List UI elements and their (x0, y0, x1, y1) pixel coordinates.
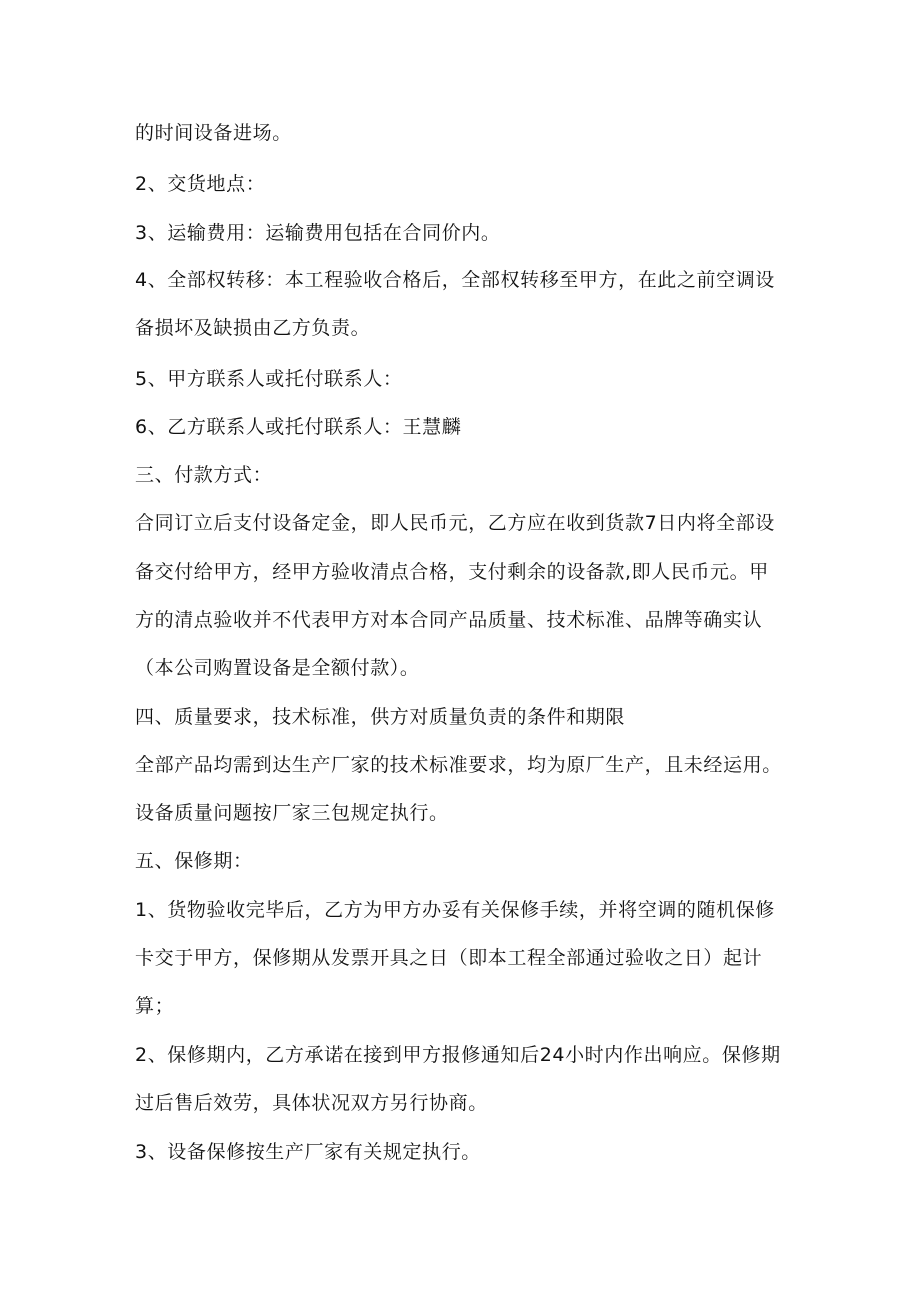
section-heading: 四、质量要求，技术标准，供方对质量负责的条件和期限 (135, 706, 626, 728)
text-line: 4、全部权转移：本工程验收合格后，全部权转移至甲方，在此之前空调设 (135, 269, 775, 291)
text-line: 合同订立后支付设备定金，即人民币元，乙方应在收到货款7日内将全部设 (135, 512, 775, 534)
text-line: 3、设备保修按生产厂家有关规定执行。 (135, 1141, 481, 1163)
text-line: 的时间设备进场。 (135, 122, 292, 144)
text-line: 方的清点验收并不代表甲方对本合同产品质量、技术标准、品牌等确实认 (135, 609, 763, 631)
text-line: 设备质量问题按厂家三包规定执行。 (135, 802, 449, 824)
text-line: 3、运输费用：运输费用包括在合同价内。 (135, 222, 501, 244)
text-line: 1、货物验收完毕后，乙方为甲方办妥有关保修手续，并将空调的随机保修 (135, 899, 775, 921)
text-line: （本公司购置设备是全额付款）。 (135, 657, 420, 679)
text-line: 全部产品均需到达生产厂家的技术标准要求，均为原厂生产，且未经运用。 (135, 754, 782, 776)
text-line: 过后售后效劳，具体状况双方另行协商。 (135, 1092, 488, 1114)
text-line: 6、乙方联系人或托付联系人：王慧麟 (135, 416, 462, 438)
text-line: 5、甲方联系人或托付联系人： (135, 368, 403, 390)
section-heading: 三、付款方式： (135, 464, 273, 486)
section-heading: 五、保修期： (135, 850, 253, 872)
text-line: 2、交货地点： (135, 173, 266, 195)
text-line: 2、保修期内，乙方承诺在接到甲方报修通知后24小时内作出响应。保修期 (135, 1044, 781, 1066)
text-line: 算； (135, 995, 175, 1017)
text-line: 备损坏及缺损由乙方负责。 (135, 317, 371, 339)
text-line: 备交付给甲方，经甲方验收清点合格，支付剩余的设备款,即人民币元。甲 (135, 561, 769, 583)
text-line: 卡交于甲方，保修期从发票开具之日（即本工程全部通过验收之日）起计 (135, 947, 763, 969)
